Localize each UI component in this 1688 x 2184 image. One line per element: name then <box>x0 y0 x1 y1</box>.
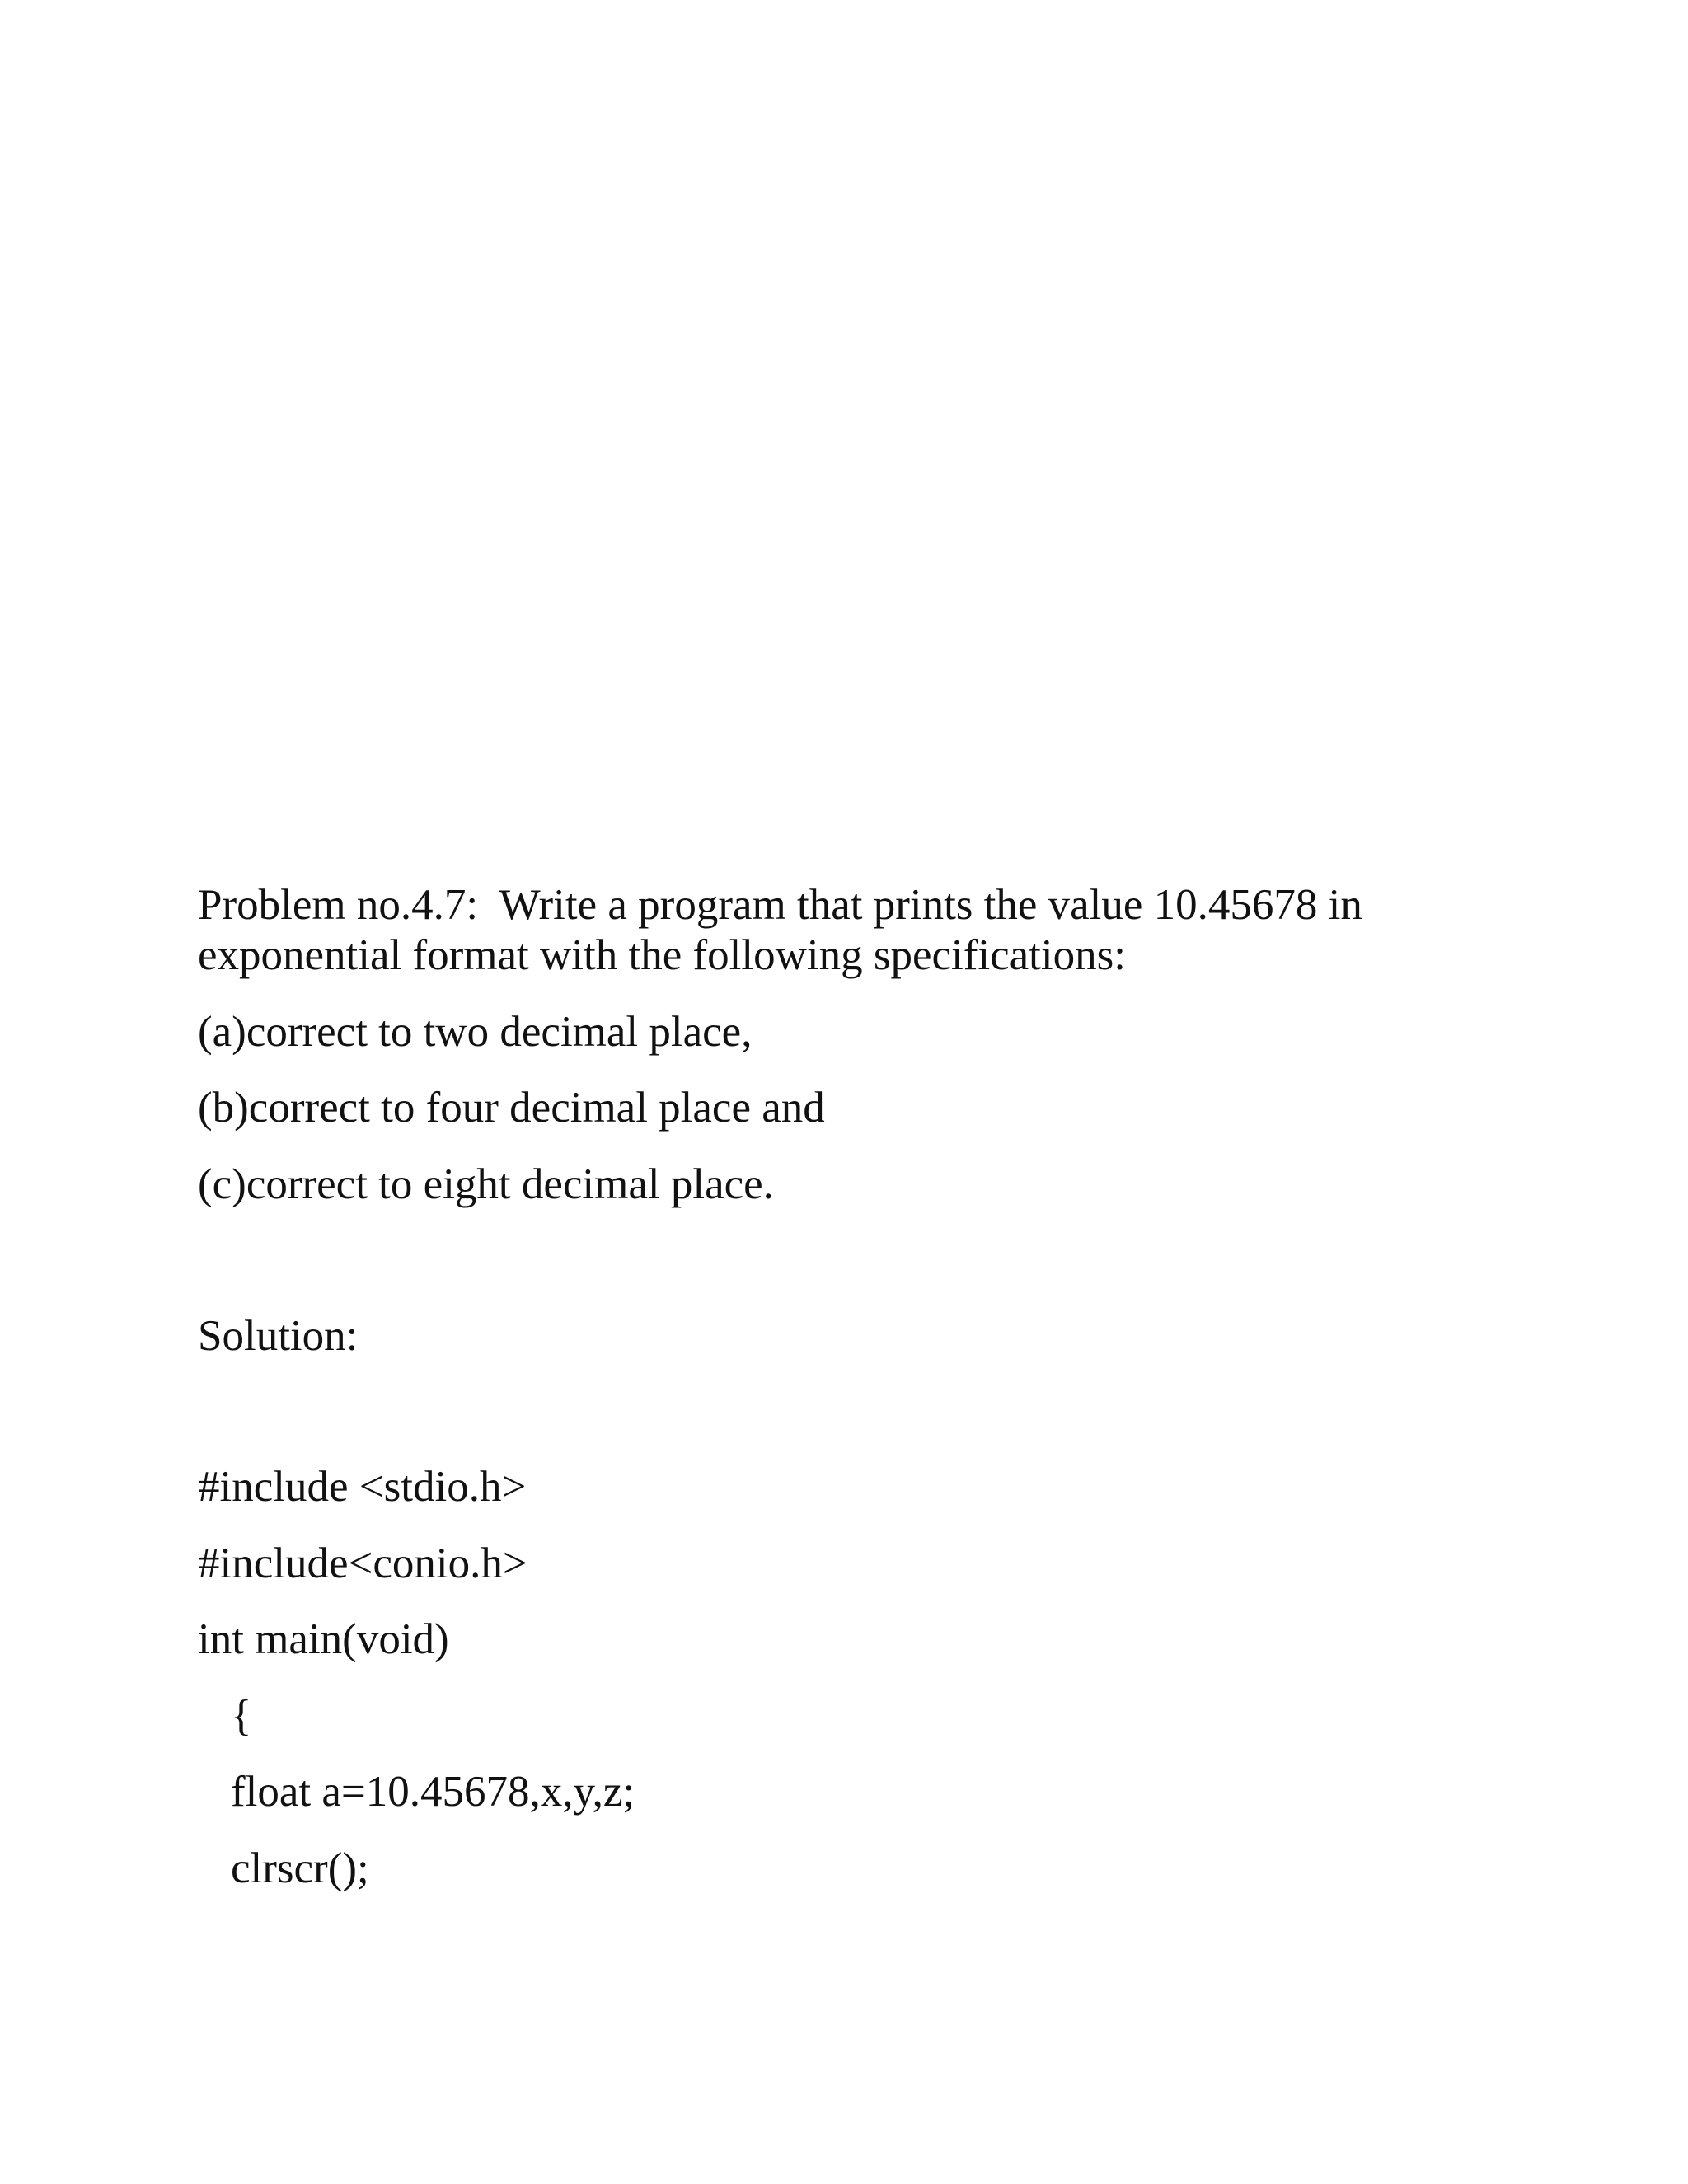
problem-item-a: (a)correct to two decimal place, <box>198 1008 753 1056</box>
problem-item-b: (b)correct to four decimal place and <box>198 1084 825 1132</box>
code-line: float a=10.45678,x,y,z; <box>231 1768 635 1816</box>
problem-heading-line-1: Problem no.4.7: Write a program that prints the value 10.45678 in <box>198 881 1362 929</box>
code-line: int main(void) <box>198 1615 449 1663</box>
problem-item-c: (c)correct to eight decimal place. <box>198 1160 774 1208</box>
code-line: { <box>231 1692 252 1740</box>
code-line: #include <stdio.h> <box>198 1463 527 1511</box>
problem-heading-line-2: exponential format with the following specifications: <box>198 931 1126 979</box>
code-line: #include<conio.h> <box>198 1540 528 1587</box>
code-line: clrscr(); <box>231 1844 369 1892</box>
solution-label: Solution: <box>198 1312 359 1360</box>
